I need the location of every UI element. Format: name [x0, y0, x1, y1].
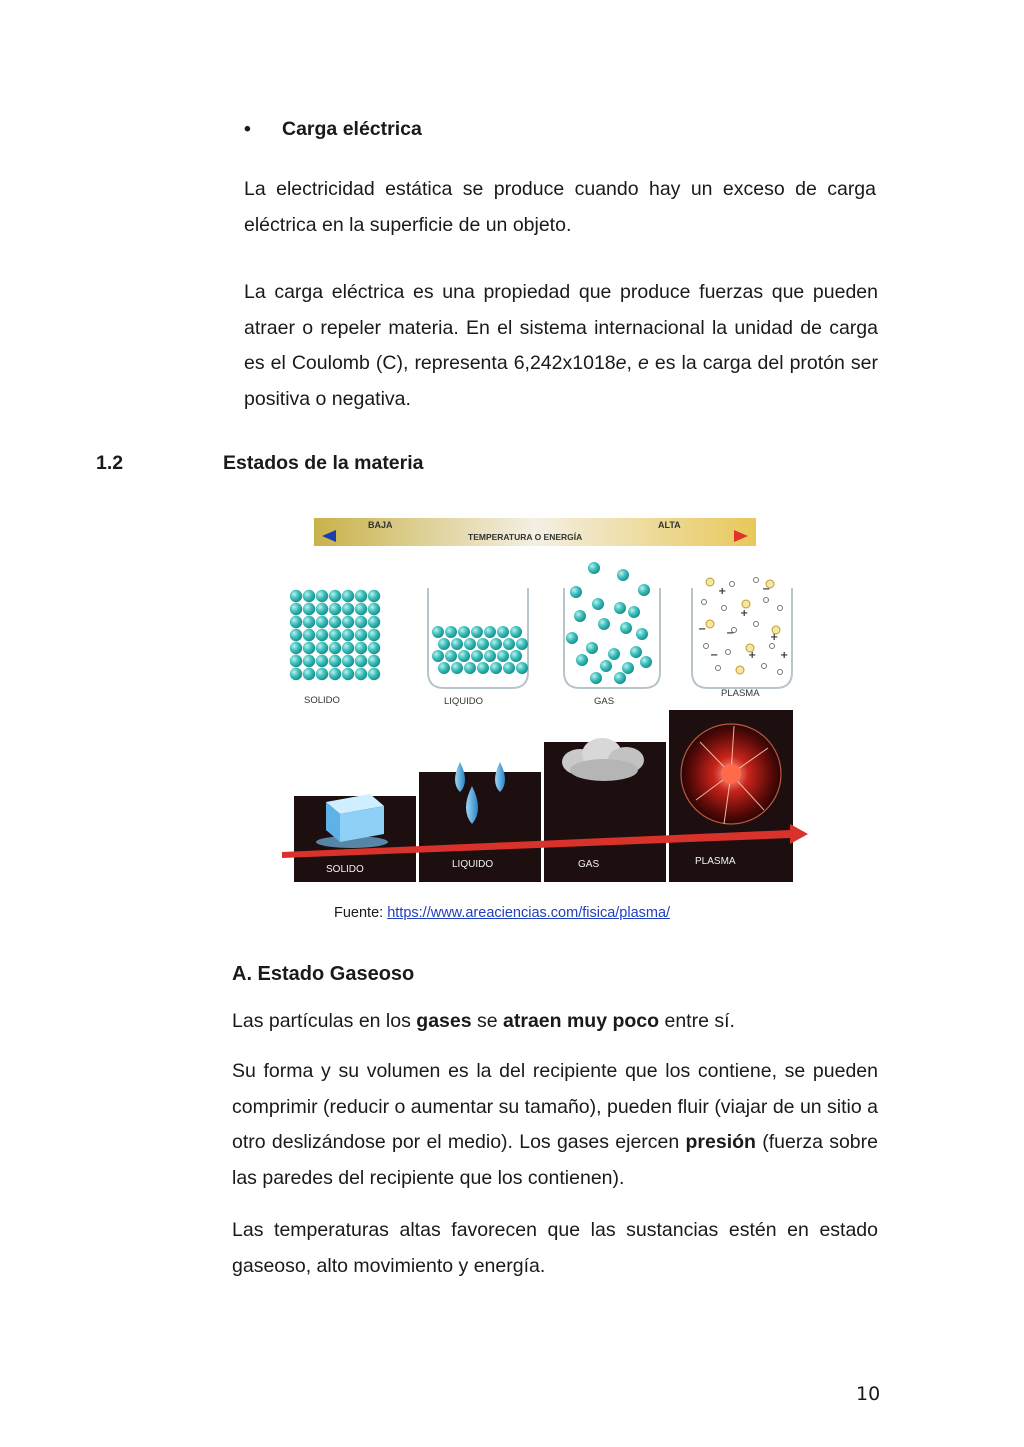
solid-particle [303, 668, 315, 680]
solid-particle [316, 655, 328, 667]
ice-cube-icon [316, 794, 388, 848]
solid-particle [303, 629, 315, 641]
gas-particle [600, 660, 612, 672]
gas-particle [570, 586, 582, 598]
plasma-particle [722, 606, 727, 611]
liquid-particles [432, 626, 528, 674]
bar-low-label: BAJA [368, 520, 393, 530]
solid-particle [368, 629, 380, 641]
solid-particle [316, 590, 328, 602]
solid-particle [316, 629, 328, 641]
section-number: 1.2 [96, 452, 124, 474]
liquid-particle [497, 626, 509, 638]
gas-particle [590, 672, 602, 684]
plasma-particle [754, 622, 759, 627]
p2-text-c: es la carga del protón ser positiva o negativa. [244, 352, 878, 410]
gas-paragraph-3: Las temperaturas altas favorecen que las sustancias estén en estado gaseoso, alto movimiento y energía. [232, 1219, 878, 1277]
source-link[interactable]: https://www.areaciencias.com/fisica/plasma/ [387, 905, 671, 921]
solid-particle [342, 629, 354, 641]
liquid-particle [516, 662, 528, 674]
liquid-particle [471, 650, 483, 662]
bar-high-label: ALTA [658, 520, 681, 530]
solid-particle [303, 590, 315, 602]
top-label-solid: SOLIDO [304, 695, 340, 706]
caption-prefix: Fuente: [334, 905, 388, 921]
solid-particle [368, 642, 380, 654]
gas-s1-text-e: entre sí. [659, 1010, 735, 1032]
gas-particle [636, 628, 648, 640]
plasma-particle [716, 666, 721, 671]
top-label-liquid: LIQUIDO [444, 696, 484, 707]
gas-particle [614, 672, 626, 684]
plasma-particle [778, 670, 783, 675]
plasma-particle [704, 644, 709, 649]
liquid-particle [458, 650, 470, 662]
solid-particle [355, 590, 367, 602]
solid-particle [355, 668, 367, 680]
solid-particle [329, 603, 341, 615]
gas-particle [614, 602, 626, 614]
gas-s2-bold-pressure: presión [685, 1131, 756, 1153]
plasma-charge-sign: − [726, 628, 735, 639]
p2-e-symbol-1: e [615, 352, 627, 374]
gas-particle [592, 598, 604, 610]
plasma-particle [754, 578, 759, 583]
solid-particle [290, 590, 302, 602]
plasma-charge-sign: + [780, 650, 789, 661]
plasma-particle [702, 600, 707, 605]
solid-particle [329, 629, 341, 641]
solid-particle [316, 603, 328, 615]
liquid-particle [477, 638, 489, 650]
liquid-particle [458, 626, 470, 638]
gas-particle [588, 562, 600, 574]
plasma-charge-sign: + [748, 650, 757, 661]
liquid-particle [451, 638, 463, 650]
plasma-particle [726, 650, 731, 655]
solid-particle [342, 603, 354, 615]
solid-particles [290, 590, 380, 680]
solid-particle [342, 668, 354, 680]
paragraph-electric-charge [244, 275, 878, 417]
bullet-title: Carga eléctrica [282, 118, 422, 140]
p2-text-b: , [626, 352, 638, 374]
liquid-particle [490, 638, 502, 650]
gas-s1-text-c: se [471, 1010, 504, 1032]
liquid-particle [497, 650, 509, 662]
plasma-charge-sign: + [740, 608, 749, 619]
gas-particle [576, 654, 588, 666]
plasma-charge-sign: − [762, 584, 771, 595]
solid-particle [316, 616, 328, 628]
solid-particle [290, 668, 302, 680]
gas-particle [622, 662, 634, 674]
gas-s2-text-a: Su forma y su volumen es la del recipiente que los contiene, se pueden comprimir (reducir o aumentar su tamaño), pueden fluir (viajar de un sitio a otro deslizándose por el medio). Los gases ejercen [232, 1060, 878, 1153]
solid-particle [368, 616, 380, 628]
gas-s1-bold-attract: atraen muy poco [503, 1010, 660, 1032]
plasma-ball-icon [681, 724, 781, 824]
liquid-particle [432, 626, 444, 638]
liquid-particle [432, 650, 444, 662]
solid-particle [329, 616, 341, 628]
plasma-particle [762, 664, 767, 669]
gas-particle [620, 622, 632, 634]
solid-particle [303, 655, 315, 667]
liquid-particle [510, 626, 522, 638]
liquid-particle [503, 638, 515, 650]
gas-particle [566, 632, 578, 644]
liquid-particle [451, 662, 463, 674]
solid-particle [290, 629, 302, 641]
solid-particle [290, 655, 302, 667]
gas-particle [638, 584, 650, 596]
liquid-particle [464, 662, 476, 674]
liquid-particle [484, 626, 496, 638]
solid-particle [290, 642, 302, 654]
plasma-charge-sign: − [710, 650, 719, 661]
gas-particle [598, 618, 610, 630]
solid-particle [368, 655, 380, 667]
solid-particle [355, 603, 367, 615]
plasma-particles [698, 578, 788, 675]
section-title: Estados de la materia [223, 452, 424, 474]
plasma-particle [742, 600, 750, 608]
solid-particle [368, 590, 380, 602]
temperature-bar [314, 518, 756, 546]
liquid-particle [471, 626, 483, 638]
plasma-particle [730, 582, 735, 587]
solid-particle [355, 629, 367, 641]
liquid-particle [438, 638, 450, 650]
liquid-particle [445, 650, 457, 662]
gas-paragraph-1 [232, 1004, 878, 1040]
liquid-particle [438, 662, 450, 674]
gas-particle [630, 646, 642, 658]
top-label-plasma: PLASMA [721, 688, 760, 699]
paragraph-static-electricity: La electricidad estática se produce cuando hay un exceso de carga eléctrica en la superficie de un objeto. [244, 178, 876, 236]
liquid-particle [516, 638, 528, 650]
gas-s1-text-a: Las partículas en los [232, 1010, 417, 1032]
solid-particle [329, 590, 341, 602]
solid-particle [342, 616, 354, 628]
p2-e-symbol-2: e [637, 352, 649, 374]
page-number: 10 [856, 1383, 881, 1405]
gas-particle [628, 606, 640, 618]
solid-particle [290, 616, 302, 628]
solid-particle [316, 642, 328, 654]
top-label-gas: GAS [594, 696, 615, 707]
liquid-particle [510, 650, 522, 662]
solid-particle [303, 642, 315, 654]
solid-particle [342, 655, 354, 667]
gas-particle [574, 610, 586, 622]
liquid-particle [464, 638, 476, 650]
bottom-label-solid: SOLIDO [326, 864, 364, 875]
plasma-charge-sign: + [770, 632, 779, 643]
subsection-title: A. Estado Gaseoso [232, 963, 415, 985]
solid-particle [342, 590, 354, 602]
gas-particles [566, 562, 652, 684]
figure-caption [334, 905, 670, 921]
gas-paragraph-2 [232, 1054, 878, 1196]
solid-particle [342, 642, 354, 654]
solid-particle [368, 668, 380, 680]
gas-particle [640, 656, 652, 668]
liquid-particle [477, 662, 489, 674]
liquid-particle [484, 650, 496, 662]
liquid-particle [445, 626, 457, 638]
solid-particle [316, 668, 328, 680]
solid-particle [355, 616, 367, 628]
solid-particle [355, 655, 367, 667]
solid-particle [303, 616, 315, 628]
p2-text-a: La carga eléctrica es una propiedad que produce fuerzas que pueden atraer o repeler materia. En el sistema internacional la unidad de carga es el Coulomb (C), representa 6,242x1018 [244, 281, 878, 374]
bullet-dot: • [244, 118, 251, 140]
solid-particle [329, 642, 341, 654]
solid-particle [329, 668, 341, 680]
gas-s2-text-c: (fuerza sobre las paredes del recipiente que los contienen). [232, 1131, 878, 1189]
gas-particle [586, 642, 598, 654]
plasma-charge-sign: + [718, 586, 727, 597]
solid-particle [368, 603, 380, 615]
bottom-label-gas: GAS [578, 859, 600, 870]
bar-mid-label: TEMPERATURA O ENERGÍA [468, 532, 583, 542]
gas-s1-bold-gases: gases [416, 1010, 472, 1032]
solid-particle [355, 642, 367, 654]
plasma-particle [736, 666, 744, 674]
gas-particle [617, 569, 629, 581]
plasma-particle [770, 644, 775, 649]
solid-particle [303, 603, 315, 615]
plasma-charge-sign: − [698, 624, 707, 635]
solid-particle [290, 603, 302, 615]
liquid-particle [490, 662, 502, 674]
gas-particle [608, 648, 620, 660]
plasma-particle [706, 620, 714, 628]
plasma-particle [764, 598, 769, 603]
bottom-label-plasma: PLASMA [695, 856, 736, 867]
bottom-label-liquid: LIQUIDO [452, 859, 494, 870]
plasma-particle [778, 606, 783, 611]
states-of-matter-figure [280, 512, 816, 884]
liquid-particle [503, 662, 515, 674]
plasma-particle [706, 578, 714, 586]
solid-particle [329, 655, 341, 667]
